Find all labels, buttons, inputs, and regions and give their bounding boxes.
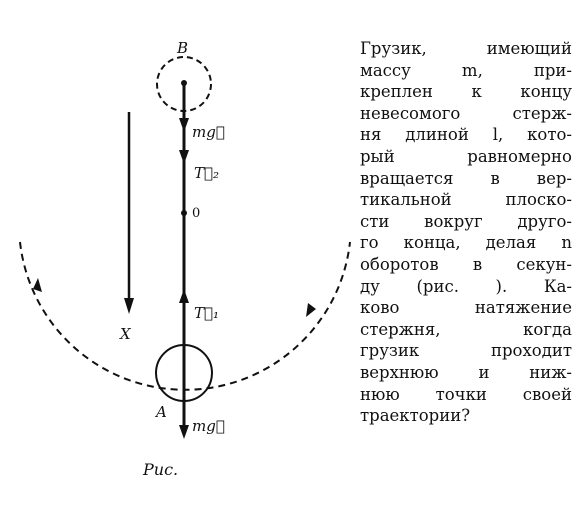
t1-arrow <box>179 289 189 303</box>
problem-line: тикальной плоско- <box>360 190 572 210</box>
center-point <box>181 210 187 216</box>
x-axis-arrowhead <box>124 298 134 314</box>
problem-line: массу m, при- <box>360 60 572 80</box>
label-a: A <box>156 403 167 421</box>
label-t1: T⃗₁ <box>194 304 220 322</box>
mg-bottom-arrow <box>179 425 189 439</box>
problem-line: рый равномерно <box>360 146 572 166</box>
label-o: 0 <box>192 206 201 221</box>
t2-arrow <box>179 150 189 164</box>
figure-caption: Рис. <box>143 460 179 479</box>
trajectory-arrow-right <box>306 303 316 317</box>
problem-line: нюю точки своей <box>360 384 572 404</box>
problem-line: ня длиной l, кото- <box>360 125 572 145</box>
problem-line: верхнюю и ниж- <box>360 362 572 382</box>
problem-line: Грузик, имеющий <box>360 39 572 58</box>
trajectory-arrow-left <box>33 278 42 292</box>
problem-line: ково натяжение <box>360 298 572 318</box>
problem-line: грузик проходит <box>360 341 572 361</box>
problem-line: вращается в вер- <box>360 168 572 188</box>
problem-line: ду (рис. ). Ка- <box>360 276 572 296</box>
problem-line: оборотов в секун- <box>360 254 572 274</box>
label-b: B <box>177 39 189 57</box>
label-t2: T⃗₂ <box>194 164 220 182</box>
label-mg-bottom: mg⃗ <box>192 417 225 435</box>
problem-line: го конца, делая n <box>360 233 572 253</box>
problem-text <box>360 38 572 427</box>
label-mg-top: mg⃗ <box>192 123 225 141</box>
problem-line: невесомого стерж- <box>360 103 572 123</box>
mg-top-arrow <box>179 118 189 132</box>
problem-line: креплен к концу <box>360 82 572 102</box>
problem-line: траектории? <box>360 406 471 426</box>
problem-line: стержня, когда <box>360 319 572 339</box>
label-x: X <box>120 325 131 343</box>
problem-line: сти вокруг друго- <box>360 211 572 231</box>
